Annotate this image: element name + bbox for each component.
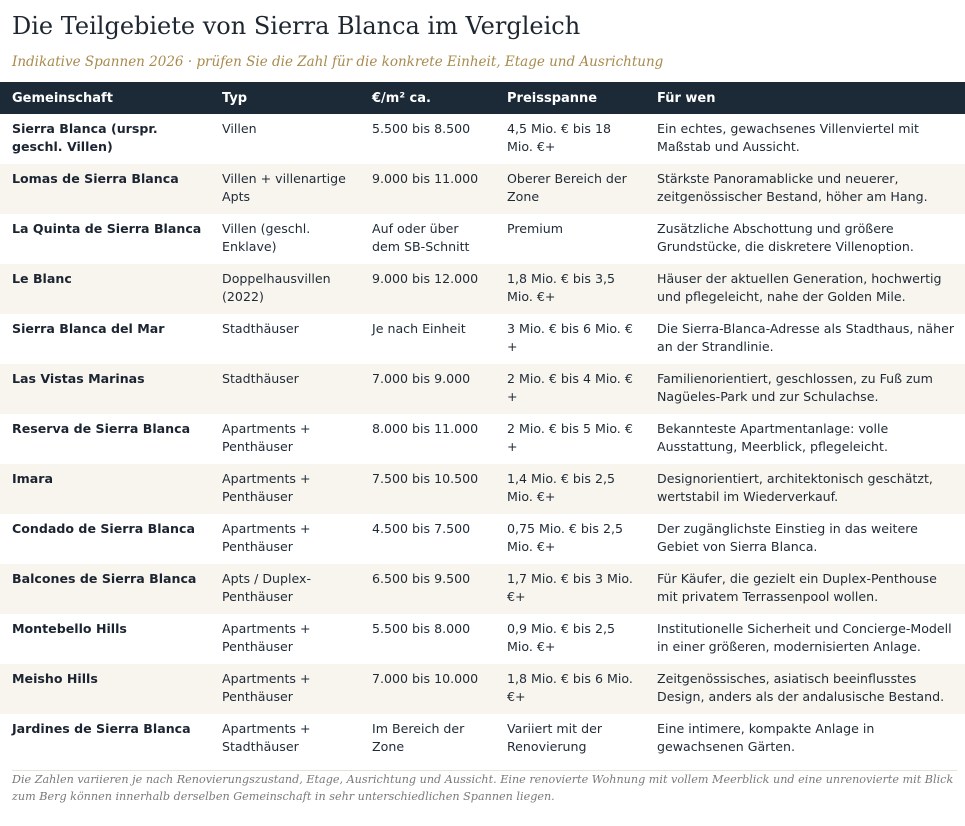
- property-type-cell: Villen + villenartige Apts: [210, 164, 360, 214]
- community-name-cell: Las Vistas Marinas: [0, 364, 210, 414]
- table-row: [0, 714, 965, 764]
- price-range-cell: 4,5 Mio. € bis 18 Mio. €+: [507, 121, 611, 154]
- property-type-cell: Apartments + Stadthäuser: [222, 721, 311, 754]
- community-name-cell: La Quinta de Sierra Blanca: [12, 221, 202, 236]
- header-preisspanne: Preisspanne: [495, 82, 645, 114]
- community-name-cell: Balcones de Sierra Blanca: [0, 564, 210, 614]
- target-buyer-cell: Designorientiert, architektonisch geschätzt, wertstabil im Wiederverkauf.: [645, 464, 965, 514]
- target-buyer-cell: Für Käufer, die gezielt ein Duplex-Penthouse mit privatem Terrassenpool wollen.: [645, 564, 965, 614]
- table-body: [0, 114, 965, 764]
- price-per-sqm-cell: 7.000 bis 10.000: [360, 664, 495, 714]
- table-row: [0, 114, 965, 164]
- property-type-cell: Apartments + Penthäuser: [210, 464, 360, 514]
- price-range-cell: 1,8 Mio. € bis 6 Mio. €+: [495, 664, 645, 714]
- table-row: [0, 164, 965, 214]
- table-row: [0, 464, 965, 514]
- price-per-sqm-cell: Auf oder über dem SB-Schnitt: [372, 221, 470, 254]
- community-name-cell: Condado de Sierra Blanca: [12, 521, 195, 536]
- price-per-sqm-cell: 4.500 bis 7.500: [372, 521, 471, 536]
- price-range-cell: Oberer Bereich der Zone: [495, 164, 645, 214]
- table-row: [0, 364, 965, 414]
- table-row: [0, 514, 965, 564]
- price-range-cell: Variiert mit der Renovierung: [507, 721, 603, 754]
- community-name-cell: Sierra Blanca (urspr. geschl. Villen): [12, 121, 158, 154]
- target-buyer-cell: Zusätzliche Abschottung und größere Grundstücke, die diskretere Villenoption.: [657, 221, 914, 254]
- header-fuer-wen: Für wen: [645, 82, 965, 114]
- target-buyer-cell: Die Sierra-Blanca-Adresse als Stadthaus, näher an der Strandlinie.: [657, 321, 955, 354]
- price-per-sqm-cell: Je nach Einheit: [372, 321, 466, 336]
- community-name-cell: Lomas de Sierra Blanca: [0, 164, 210, 214]
- target-buyer-cell: Zeitgenössisches, asiatisch beeinflusstes Design, anders als der andalusische Bestand.: [645, 664, 965, 714]
- table-row: [0, 614, 965, 664]
- community-name-cell: Le Blanc: [0, 264, 210, 314]
- property-type-cell: Stadthäuser: [210, 364, 360, 414]
- target-buyer-cell: Eine intimere, kompakte Anlage in gewachsenen Gärten.: [657, 721, 875, 754]
- property-type-cell: Stadthäuser: [222, 321, 299, 336]
- target-buyer-cell: Familienorientiert, geschlossen, zu Fuß zum Nagüeles-Park und zur Schulachse.: [645, 364, 965, 414]
- header-preis-pro-qm: €/m² ca.: [360, 82, 495, 114]
- target-buyer-cell: Institutionelle Sicherheit und Concierge-Modell in einer größeren, modernisierten Anlage.: [657, 621, 952, 654]
- price-range-cell: 1,8 Mio. € bis 3,5 Mio. €+: [495, 264, 645, 314]
- property-type-cell: Apartments + Penthäuser: [222, 421, 311, 454]
- property-type-cell: Apartments + Penthäuser: [222, 521, 311, 554]
- target-buyer-cell: Häuser der aktuellen Generation, hochwertig und pflegeleicht, nahe der Golden Mile.: [645, 264, 965, 314]
- price-per-sqm-cell: 8.000 bis 11.000: [372, 421, 479, 436]
- page-subtitle: Indikative Spannen 2026 · prüfen Sie die Zahl für die konkrete Einheit, Etage und Ausrichtung: [12, 54, 664, 70]
- price-range-cell: Premium: [507, 221, 564, 236]
- property-type-cell: Villen (geschl. Enklave): [222, 221, 311, 254]
- community-name-cell: Meisho Hills: [0, 664, 210, 714]
- price-range-cell: 2 Mio. € bis 5 Mio. €+: [507, 421, 633, 454]
- page-title: Die Teilgebiete von Sierra Blanca im Vergleich: [12, 12, 581, 40]
- property-type-cell: Villen: [222, 121, 257, 136]
- footnote: Die Zahlen variieren je nach Renovierungszustand, Etage, Ausrichtung und Aussicht. Eine renovierte Wohnung mit vollem Meerblick und eine unrenovierte mit Blick zum Berg können innerhalb derselben Gemeinschaft in sehr unterschiedlichen Spannen liegen.: [12, 770, 957, 805]
- table-row: [0, 214, 965, 264]
- price-range-cell: 2 Mio. € bis 4 Mio. €+: [495, 364, 645, 414]
- header-typ: Typ: [210, 82, 360, 114]
- price-per-sqm-cell: 5.500 bis 8.000: [372, 621, 471, 636]
- price-per-sqm-cell: 9.000 bis 11.000: [360, 164, 495, 214]
- price-range-cell: 1,7 Mio. € bis 3 Mio. €+: [495, 564, 645, 614]
- property-type-cell: Apts / Duplex-Penthäuser: [210, 564, 360, 614]
- header-gemeinschaft: Gemeinschaft: [0, 82, 210, 114]
- price-per-sqm-cell: 7.000 bis 9.000: [360, 364, 495, 414]
- community-name-cell: Montebello Hills: [12, 621, 127, 636]
- target-buyer-cell: Stärkste Panoramablicke und neuerer, zeitgenössischer Bestand, höher am Hang.: [645, 164, 965, 214]
- table-header-row: [0, 82, 965, 114]
- price-per-sqm-cell: 7.500 bis 10.500: [360, 464, 495, 514]
- price-range-cell: 0,75 Mio. € bis 2,5 Mio. €+: [507, 521, 624, 554]
- table-row: [0, 264, 965, 314]
- target-buyer-cell: Bekannteste Apartmentanlage: volle Ausstattung, Meerblick, pflegeleicht.: [657, 421, 889, 454]
- property-type-cell: Doppelhausvillen (2022): [210, 264, 360, 314]
- price-per-sqm-cell: 5.500 bis 8.500: [372, 121, 471, 136]
- price-per-sqm-cell: 9.000 bis 12.000: [360, 264, 495, 314]
- community-name-cell: Sierra Blanca del Mar: [12, 321, 165, 336]
- price-range-cell: 0,9 Mio. € bis 2,5 Mio. €+: [507, 621, 615, 654]
- property-type-cell: Apartments + Penthäuser: [222, 621, 311, 654]
- community-name-cell: Imara: [0, 464, 210, 514]
- price-range-cell: 1,4 Mio. € bis 2,5 Mio. €+: [495, 464, 645, 514]
- comparison-table: [0, 82, 965, 764]
- target-buyer-cell: Der zugänglichste Einstieg in das weitere Gebiet von Sierra Blanca.: [657, 521, 918, 554]
- table-row: [0, 564, 965, 614]
- community-name-cell: Reserva de Sierra Blanca: [12, 421, 191, 436]
- community-name-cell: Jardines de Sierra Blanca: [12, 721, 191, 736]
- price-per-sqm-cell: Im Bereich der Zone: [372, 721, 465, 754]
- price-per-sqm-cell: 6.500 bis 9.500: [360, 564, 495, 614]
- property-type-cell: Apartments + Penthäuser: [210, 664, 360, 714]
- table-row: [0, 414, 965, 464]
- price-range-cell: 3 Mio. € bis 6 Mio. €+: [507, 321, 633, 354]
- target-buyer-cell: Ein echtes, gewachsenes Villenviertel mit Maßstab und Aussicht.: [657, 121, 919, 154]
- table-row: [0, 314, 965, 364]
- table-row: [0, 664, 965, 714]
